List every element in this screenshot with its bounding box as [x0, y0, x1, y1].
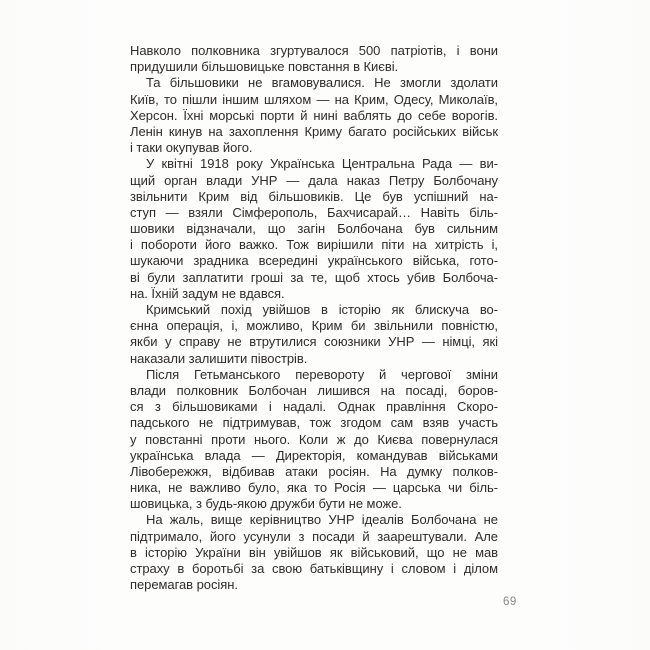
text-line: ступ — взяли Сімферополь, Бахчисарай… Навіть біль- — [130, 204, 498, 220]
text-line: Навколо полковника згуртувалося 500 патріотів, і вони — [130, 43, 498, 58]
text-line: На жаль, вище керівництво УНР ідеалів Болбочана не — [146, 512, 498, 528]
text-line: ві були заплатити гроші за те, щоб хтось убив Болбоча- — [130, 269, 498, 285]
page-number: 69 — [503, 596, 517, 608]
text-line: падського не підтримував, тож згодом сам взяв участь — [130, 415, 498, 431]
text-line: Київ, то пішли іншим шляхом — на Крим, Одесу, Миколаїв, — [130, 91, 498, 107]
text-line: ника, не важливо було, яка то Росія — царська чи біль- — [130, 480, 498, 496]
paragraph — [130, 302, 498, 367]
text-line: українська влада — Директорія, командував військами — [130, 447, 498, 463]
text-line: У квітні 1918 року Українська Центральна Рада — ви- — [146, 156, 498, 172]
text-line: влади полковник Болбочан лишився на посаді, боров- — [130, 382, 498, 398]
paragraph — [130, 43, 498, 75]
text-line: і таки окупував його. — [130, 140, 253, 156]
text-line: і побороти його важко. Тож вирішили піти на хитрість і, — [130, 237, 498, 253]
text-line: звільнити Крим від більшовиків. Це був успішний на- — [130, 188, 498, 204]
text-line: якби у справу не втрутилися союзники УНР — німці, які — [130, 334, 498, 350]
text-line: щий орган влади УНР — дала наказ Петру Болбочану — [130, 172, 498, 188]
text-line: на. Їхній задум не вдався. — [130, 285, 285, 301]
text-line: в історію України він увійшов як військовий, що не мав — [130, 544, 498, 560]
text-line: страху в боротьбі за свою батьківщину і словом і ділом — [130, 561, 498, 576]
text-line: Кримський похід увійшов в історію як блискуча во- — [146, 302, 498, 317]
text-line: Та більшовики не вгамовувалися. Не змогли здолати — [146, 75, 498, 91]
text-line: Після Гетьманського перевороту й чергової зміни — [146, 366, 498, 382]
text-line: наказали залишити півострів. — [130, 350, 308, 366]
text-line: ся з більшовиками і надалі. Однак правління Скоро- — [130, 399, 498, 415]
text-line: Херсон. Їхні морські порти й нині ваблять до себе ворогів. — [130, 107, 498, 123]
text-line: Лівобережжя, відбивав атаки росіян. На думку полков- — [130, 463, 498, 479]
text-line: придушили більшовицьке повстання в Києві. — [130, 59, 399, 75]
text-line: єнна операція, і, можливо, Крим би звільнили повністю, — [130, 318, 498, 334]
paragraph — [130, 75, 498, 156]
text-line: перемагав росіян. — [130, 577, 238, 593]
paragraph — [130, 367, 498, 513]
paragraph — [130, 512, 498, 593]
text-line: підтримало, його усунули з посади й заарештували. Але — [130, 528, 498, 544]
text-line: шукаючи зрадника всередині українського війська, гото- — [130, 253, 498, 269]
text-line: у повстанні проти нього. Коли ж до Києва повернулася — [130, 431, 498, 447]
text-line: шовики відзначали, що загін Болбочана був сильним — [130, 221, 498, 237]
paragraph — [130, 156, 498, 302]
text-line: Ленін кинув на захоплення Криму багато російських військ — [130, 123, 498, 139]
text-line: шовицька, з будь-якою дружби бути не може. — [130, 496, 402, 512]
text-block — [130, 43, 498, 593]
